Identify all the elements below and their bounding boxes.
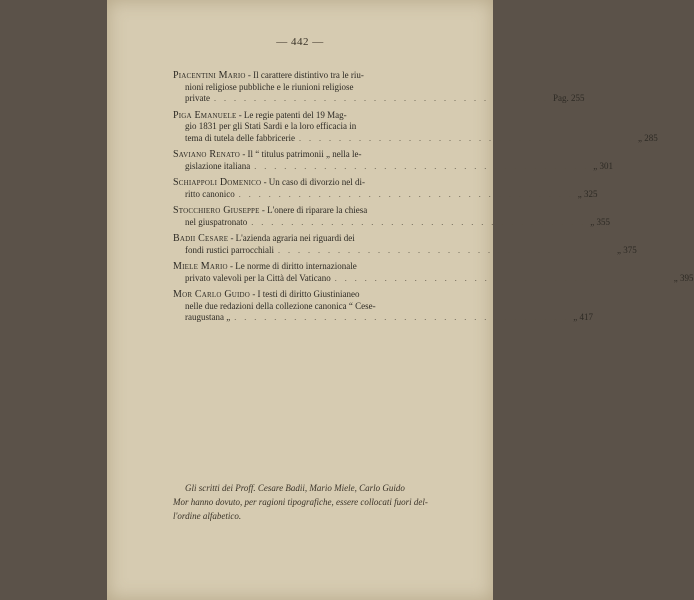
toc-entry [173, 70, 585, 105]
entry-title-line: - Le regie patenti del 19 Mag- [238, 109, 347, 120]
entry-title-line: - Un caso di divorzio nel di- [263, 177, 366, 187]
toc-entry [173, 205, 610, 228]
entry-title-line: - I testi di diritto Giustinianeo [252, 289, 360, 299]
entry-title-line: nioni religiose pubbliche e le riunioni religiose [185, 81, 354, 92]
entry-title-line: nelle due redazioni della collezione canonica “ Cese- [185, 300, 376, 311]
leader-dots: . . . . . . . . . . . . . . . . . . . . . . . . . . . . . . . . . . [254, 161, 590, 171]
footnote [173, 481, 464, 523]
footnote-line: Gli scritti dei Proff. Cesare Badii, Mario Miele, Carlo Guido [185, 483, 405, 493]
page-number: — 442 — [276, 36, 324, 48]
entry-author: Schiappoli Domenico [173, 177, 262, 188]
entry-title-line: tema di tutela delle fabbricerie [185, 132, 295, 143]
footnote-line: Mor hanno dovuto, per ragioni tipografiche, essere collocati fuori del- [173, 497, 428, 507]
entry-author: Badii Cesare [173, 233, 229, 244]
entry-title-line: gio 1831 per gli Stati Sardi e la loro efficacia in [185, 121, 357, 131]
entry-title-line: raugustana „ [185, 312, 231, 322]
table-of-contents [173, 70, 694, 324]
entry-page-ref: „ 375 [616, 244, 637, 255]
leader-dots: . . . . . . . . . . . . . . . . . . . . . . . . . . . . . . . . . . [238, 189, 574, 199]
entry-author: Mor Carlo Guido [173, 289, 251, 300]
entry-page-ref: „ 417 [573, 312, 593, 322]
entry-author: Stocchiero Giuseppe [173, 205, 260, 216]
leader-dots: . . . . . . . . . . . . . . . . . . . . . . . . . . . . . . . . . . [214, 94, 549, 103]
entry-title-line: - Le norme di diritto internazionale [230, 261, 357, 271]
entry-page-ref: „ 355 [590, 216, 610, 227]
entry-author: Saviano Renato [173, 149, 241, 160]
entry-title-line: nel giuspatronato [185, 216, 248, 227]
toc-entry [173, 233, 637, 256]
entry-page-ref: „ 325 [577, 188, 598, 199]
entry-title-line: gislazione italiana [185, 160, 251, 171]
entry-title-line: - Il carattere distintivo tra le riu- [247, 70, 364, 80]
footnote-line: l'ordine alfabetico. [173, 511, 242, 521]
leader-dots: . . . . . . . . . . . . . . . . . . . . . . . . . . . . . . . . . . [234, 313, 570, 322]
entry-title-line: - Il “ titulus patrimonii „ nella le- [242, 149, 362, 159]
leader-dots: . . . . . . . . . . . . . . . . . . . . . . . . . . . . . . . . . . [277, 245, 613, 255]
entry-page-ref: Pag. 255 [553, 93, 585, 103]
toc-entry [173, 177, 598, 200]
entry-title-line: - L'onere di riparare la chiesa [261, 205, 368, 215]
toc-entry [173, 261, 694, 284]
leader-dots: . . . . . . . . . . . . . . . . . . . . . . . . . . . . . . . . . . [251, 217, 587, 227]
toc-entry [173, 109, 658, 145]
entry-title-line: privato valevoli per la Città del Vaticano [185, 272, 331, 283]
entry-page-ref: „ 395 [673, 272, 694, 283]
entry-page-ref: „ 285 [637, 132, 658, 143]
book-page [107, 0, 694, 600]
entry-title-line: fondi rustici parrocchiali [185, 244, 274, 255]
toc-entry [173, 289, 593, 324]
entry-author: Miele Mario [173, 261, 228, 272]
entry-title-line: ritto canonico [185, 188, 235, 199]
entry-title-line: private [185, 93, 210, 103]
leader-dots: . . . . . . . . . . . . . . . . . . . . . . . . . . . . . . . . . . [334, 273, 670, 283]
leader-dots: . . . . . . . . . . . . . . . . . . . . . . . . . . . . . . . . . . [298, 133, 634, 143]
entry-author: Piga Emanuele [173, 109, 237, 121]
entry-title-line: - L'azienda agraria nei riguardi dei [230, 233, 355, 243]
entry-author: Piacentini Mario [173, 70, 246, 81]
entry-page-ref: „ 301 [593, 160, 613, 171]
toc-entry [173, 149, 613, 172]
